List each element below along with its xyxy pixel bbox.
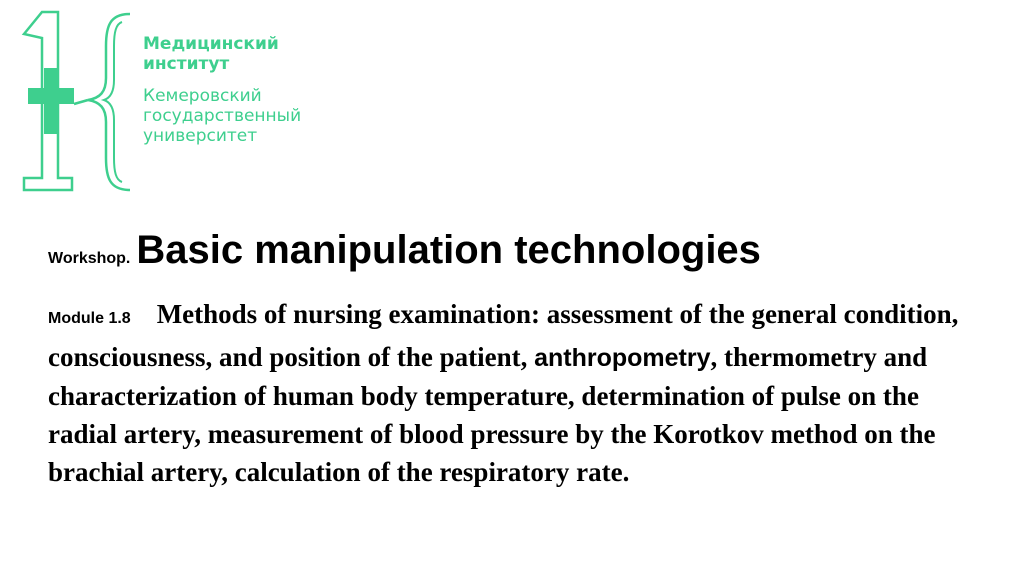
workshop-label: Workshop.	[48, 250, 131, 267]
module-description	[48, 295, 988, 491]
logo-text	[143, 34, 301, 146]
module-text-part1: Methods of nursing examination: assessment of the general condition, consciousness, and position of the patient,	[48, 299, 959, 372]
logo-line-kemerovo: Кемеровский	[143, 86, 262, 106]
workshop-title: Basic manipulation technologies	[136, 228, 761, 272]
university-logo-icon	[18, 8, 136, 194]
logo-line-medical: Медицинский	[143, 34, 279, 54]
logo-line-state: государственный	[143, 106, 302, 126]
module-text-part3: , thermometry and characterization of human body temperature, determination of pulse on the radial artery, measurement of blood pressure by the Korotkov method on the brachial artery, calculation of the respiratory rate.	[48, 342, 936, 487]
module-text-anthropometry: anthropometry	[534, 344, 711, 372]
module-label: Module 1.8	[48, 310, 131, 327]
page-title	[48, 228, 761, 273]
logo-line-institute: институт	[143, 54, 230, 74]
logo-line-university: университет	[143, 126, 258, 146]
